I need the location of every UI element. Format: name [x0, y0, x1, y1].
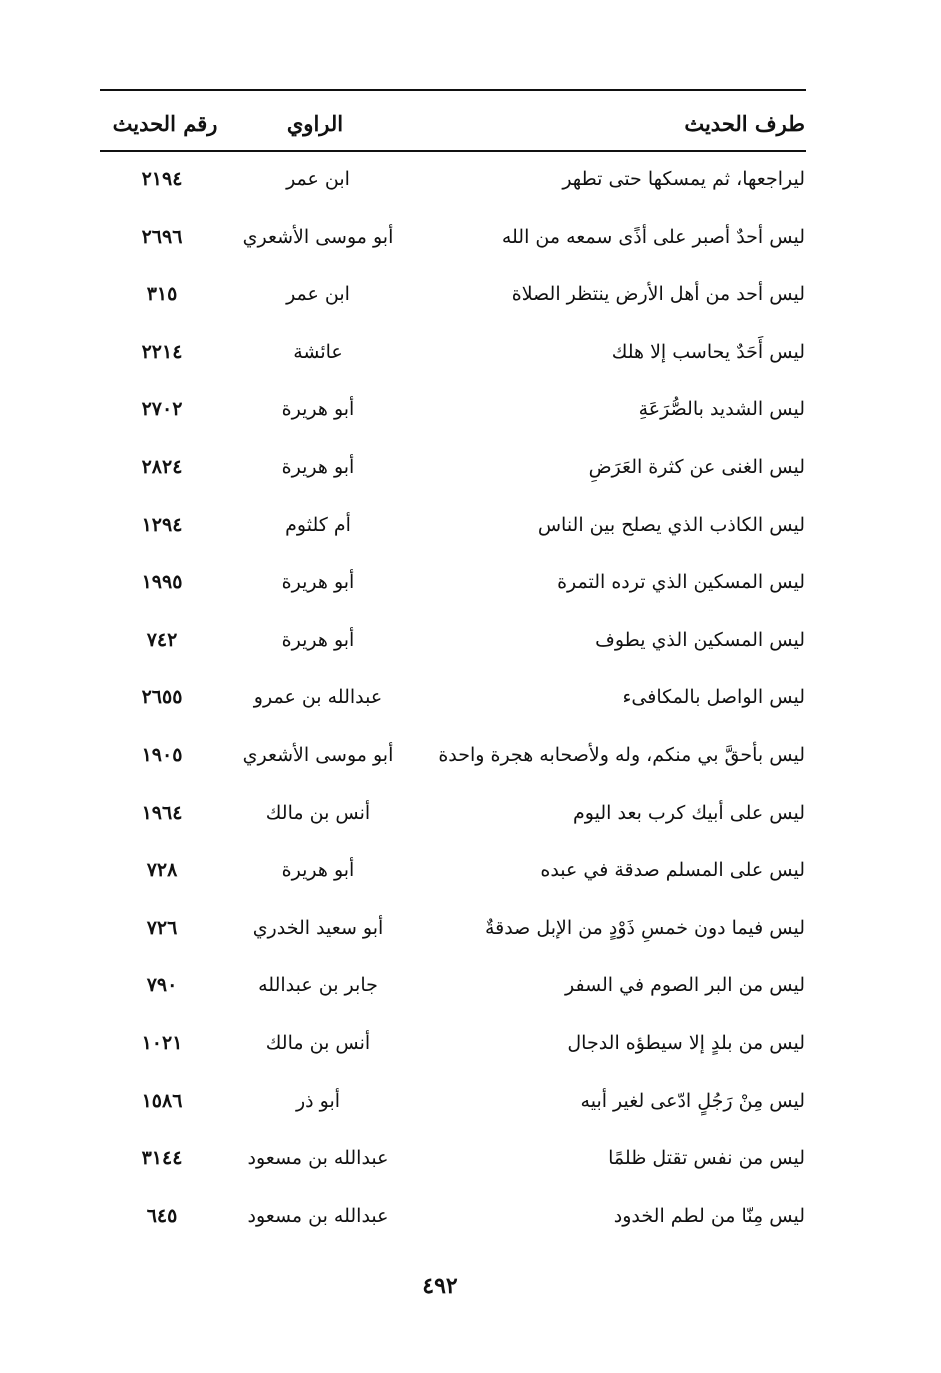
table-row — [0, 386, 941, 430]
narrator-cell: أنس بن مالك — [265, 802, 371, 824]
hadith-text-cell: ليس مِنّا من لطم الخدود — [613, 1205, 805, 1227]
table-row — [0, 1020, 941, 1064]
hadith-text-cell: ليس الواصل بالمكافىء — [622, 686, 805, 708]
table-row — [0, 732, 941, 776]
narrator-cell: أبو هريرة — [281, 859, 355, 881]
narrator-cell: أم كلثوم — [285, 514, 351, 536]
table-row — [0, 674, 941, 718]
hadith-number-cell: ٢٦٥٥ — [141, 686, 183, 708]
table-row — [0, 617, 941, 661]
table-row — [0, 444, 941, 488]
hadith-number-cell: ٦٤٥ — [146, 1205, 178, 1227]
hadith-text-cell: ليس أحد من أهل الأرض ينتظر الصلاة — [511, 283, 805, 305]
hadith-text-cell: ليس الكاذب الذي يصلح بين الناس — [537, 514, 805, 536]
hadith-text-cell: ليس بأحقَّ بي منكم، وله ولأصحابه هجرة واحدة — [438, 744, 805, 766]
hadith-number-cell: ١٢٩٤ — [141, 514, 183, 536]
hadith-number-cell: ٣١٥ — [146, 283, 178, 305]
hadith-number-cell: ١٠٢١ — [141, 1032, 183, 1054]
hadith-text-cell: ليس مِنْ رَجُلٍ ادّعى لغير أبيه — [580, 1090, 805, 1112]
narrator-cell: أبو هريرة — [281, 456, 355, 478]
header-hadith-text: طرف الحديث — [684, 111, 805, 136]
hadith-number-cell: ٢٦٩٦ — [141, 226, 183, 248]
narrator-cell: عبدالله بن عمرو — [253, 686, 383, 708]
hadith-number-cell: ٧٢٨ — [146, 859, 178, 881]
table-row — [0, 905, 941, 949]
table-row — [0, 156, 941, 200]
page-number: ٤٩٢ — [422, 1273, 458, 1299]
header-rule — [100, 150, 806, 152]
hadith-text-cell: ليس من البر الصوم في السفر — [564, 974, 805, 996]
top-rule — [100, 89, 806, 91]
hadith-text-cell: ليس الغنى عن كثرة العَرَضِ — [588, 456, 805, 478]
narrator-cell: أبو هريرة — [281, 571, 355, 593]
hadith-number-cell: ٢٢١٤ — [141, 341, 183, 363]
hadith-text-cell: ليس الشديد بالصُّرَعَةِ — [638, 398, 805, 420]
hadith-text-cell: ليس فيما دون خمسِ ذَوْدٍ من الإبل صدقةٌ — [484, 917, 805, 939]
table-row — [0, 559, 941, 603]
table-row — [0, 1078, 941, 1122]
hadith-number-cell: ١٥٨٦ — [141, 1090, 183, 1112]
hadith-text-cell: ليس من بلدٍ إلا سيطؤه الدجال — [567, 1032, 805, 1054]
narrator-cell: أبو ذر — [295, 1090, 341, 1112]
table-row — [0, 790, 941, 834]
narrator-cell: أبو موسى الأشعري — [242, 744, 394, 766]
hadith-text-cell: ليس المسكين الذي يطوف — [595, 629, 805, 651]
narrator-cell: أبو هريرة — [281, 398, 355, 420]
narrator-cell: عائشة — [293, 341, 343, 363]
table-row — [0, 502, 941, 546]
hadith-number-cell: ٢١٩٤ — [141, 168, 183, 190]
hadith-number-cell: ١٩٩٥ — [141, 571, 183, 593]
table-row — [0, 847, 941, 891]
hadith-text-cell: ليس أَحَدٌ يحاسب إلا هلك — [611, 341, 805, 363]
header-hadith-number: رقم الحديث — [112, 111, 218, 136]
hadith-number-cell: ١٩٠٥ — [141, 744, 183, 766]
narrator-cell: ابن عمر — [286, 168, 350, 190]
hadith-text-cell: ليس المسكين الذي ترده التمرة — [557, 571, 805, 593]
hadith-text-cell: ليس على المسلم صدقة في عبده — [540, 859, 805, 881]
narrator-cell: جابر بن عبدالله — [258, 974, 378, 996]
table-row — [0, 329, 941, 373]
narrator-cell: أبو هريرة — [281, 629, 355, 651]
narrator-cell: عبدالله بن مسعود — [247, 1147, 389, 1169]
hadith-text-cell: ليراجعها، ثم يمسكها حتى تطهر — [562, 168, 805, 190]
narrator-cell: أنس بن مالك — [265, 1032, 371, 1054]
hadith-number-cell: ٧٢٦ — [146, 917, 178, 939]
table-row — [0, 962, 941, 1006]
hadith-number-cell: ٧٤٢ — [146, 629, 178, 651]
table-row — [0, 1193, 941, 1237]
hadith-text-cell: ليس من نفس تقتل ظلمًا — [608, 1147, 805, 1169]
header-narrator: الراوي — [286, 111, 344, 136]
hadith-number-cell: ٢٧٠٢ — [141, 398, 183, 420]
hadith-number-cell: ٢٨٢٤ — [141, 456, 183, 478]
hadith-number-cell: ٣١٤٤ — [141, 1147, 183, 1169]
hadith-number-cell: ٧٩٠ — [146, 974, 178, 996]
narrator-cell: ابن عمر — [286, 283, 350, 305]
hadith-text-cell: ليس على أبيك كرب بعد اليوم — [573, 802, 805, 824]
hadith-text-cell: ليس أحدٌ أصبر على أذًى سمعه من الله — [501, 226, 805, 248]
narrator-cell: عبدالله بن مسعود — [247, 1205, 389, 1227]
table-row — [0, 1135, 941, 1179]
table-row — [0, 214, 941, 258]
table-row — [0, 271, 941, 315]
narrator-cell: أبو سعيد الخدري — [252, 917, 384, 939]
hadith-number-cell: ١٩٦٤ — [141, 802, 183, 824]
narrator-cell: أبو موسى الأشعري — [242, 226, 394, 248]
